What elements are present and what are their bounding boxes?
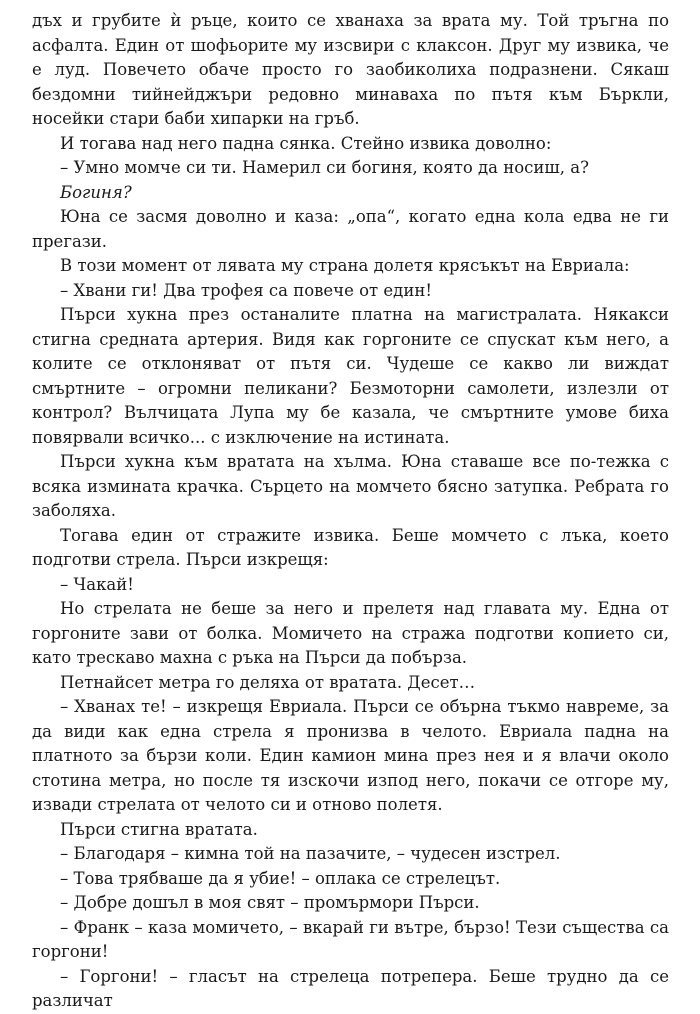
paragraph-8: Пърси хукна през останалите платна на магистралата. Някакси стигна средната артерия. Видя как горгоните се спускат към него, а колите се отклоняват от пътя си. Чудеше се какво ли виждат смъртните – огромни пеликани? Безмоторни самолети, излезли от контрол? Вълчицата Лупа му бе казала, че смъртните умове биха повярвали всичко... с изключение на истината. [32, 305, 669, 447]
document-page [32, 9, 669, 1014]
paragraph-10: Тогава един от стражите извика. Беше момчето с лъка, което подготви стрела. Пърси изкрещя: [32, 525, 669, 569]
paragraph-4: Богиня? [60, 182, 132, 202]
paragraph-12: Но стрелата не беше за него и прелетя над главата му. Една от горгоните зави от болка. Момичето на стража подготви копието си, като трескаво махна с ръка на Пърси да побърза. [32, 599, 669, 667]
paragraph-16: – Благодаря – кимна той на пазачите, – чудесен изстрел. [60, 844, 561, 863]
paragraph-3: – Умно момче си ти. Намерил си богиня, която да носиш, а? [60, 158, 589, 177]
paragraph-9: Пърси хукна към вратата на хълма. Юна ставаше все по-тежка с всяка измината крачка. Сърцето на момчето бясно затупка. Ребрата го заболяха. [32, 452, 669, 520]
paragraph-14: – Хванах те! – изкрещя Евриала. Пърси се обърна тъкмо навреме, за да види как една стрела я пронизва в челото. Евриала падна на платното за бързи коли. Един камион мина през нея и я влачи около стотина метра, но после тя изскочи изпод него, покачи се отгоре му, извади стрелата от челото си и отново полетя. [32, 697, 669, 814]
paragraph-7: – Хвани ги! Два трофея са повече от един! [60, 280, 432, 300]
paragraph-1: дъх и грубите ѝ ръце, които се хванаха за врата му. Той тръгна по асфалта. Един от шофьорите му изсвири с клаксон. Друг му извика, че е луд. Повечето обаче просто го заобиколиха подразнени. Сякаш бездомни тийнейджъри редовно минаваха по пътя към Бъркли, носейки стари баби хипарки на гръб. [32, 11, 669, 128]
paragraph-15: Пърси стигна вратата. [60, 819, 258, 839]
paragraph-2: И тогава над него падна сянка. Стейно извика доволно: [60, 133, 552, 153]
paragraph-5: Юна се засмя доволно и каза: „опа“, когато една кола едва не ги прегази. [32, 207, 669, 251]
paragraph-6: В този момент от лявата му страна долетя крясъкът на Евриала: [60, 256, 630, 275]
paragraph-19: – Франк – каза момичето, – вкарай ги вътре, бързо! Тези същества са горгони! [32, 917, 669, 961]
paragraph-20: – Горгони! – гласът на стрелеца потрепера. Беше трудно да се различат [32, 966, 669, 1010]
paragraph-17: – Това трябваше да я убие! – оплака се стрелецът. [60, 868, 501, 888]
paragraph-13: Петнайсет метра го деляха от вратата. Десет… [60, 672, 476, 692]
paragraph-11: – Чакай! [60, 574, 134, 594]
paragraph-18: – Добре дошъл в моя свят – промърмори Пърси. [60, 893, 480, 912]
